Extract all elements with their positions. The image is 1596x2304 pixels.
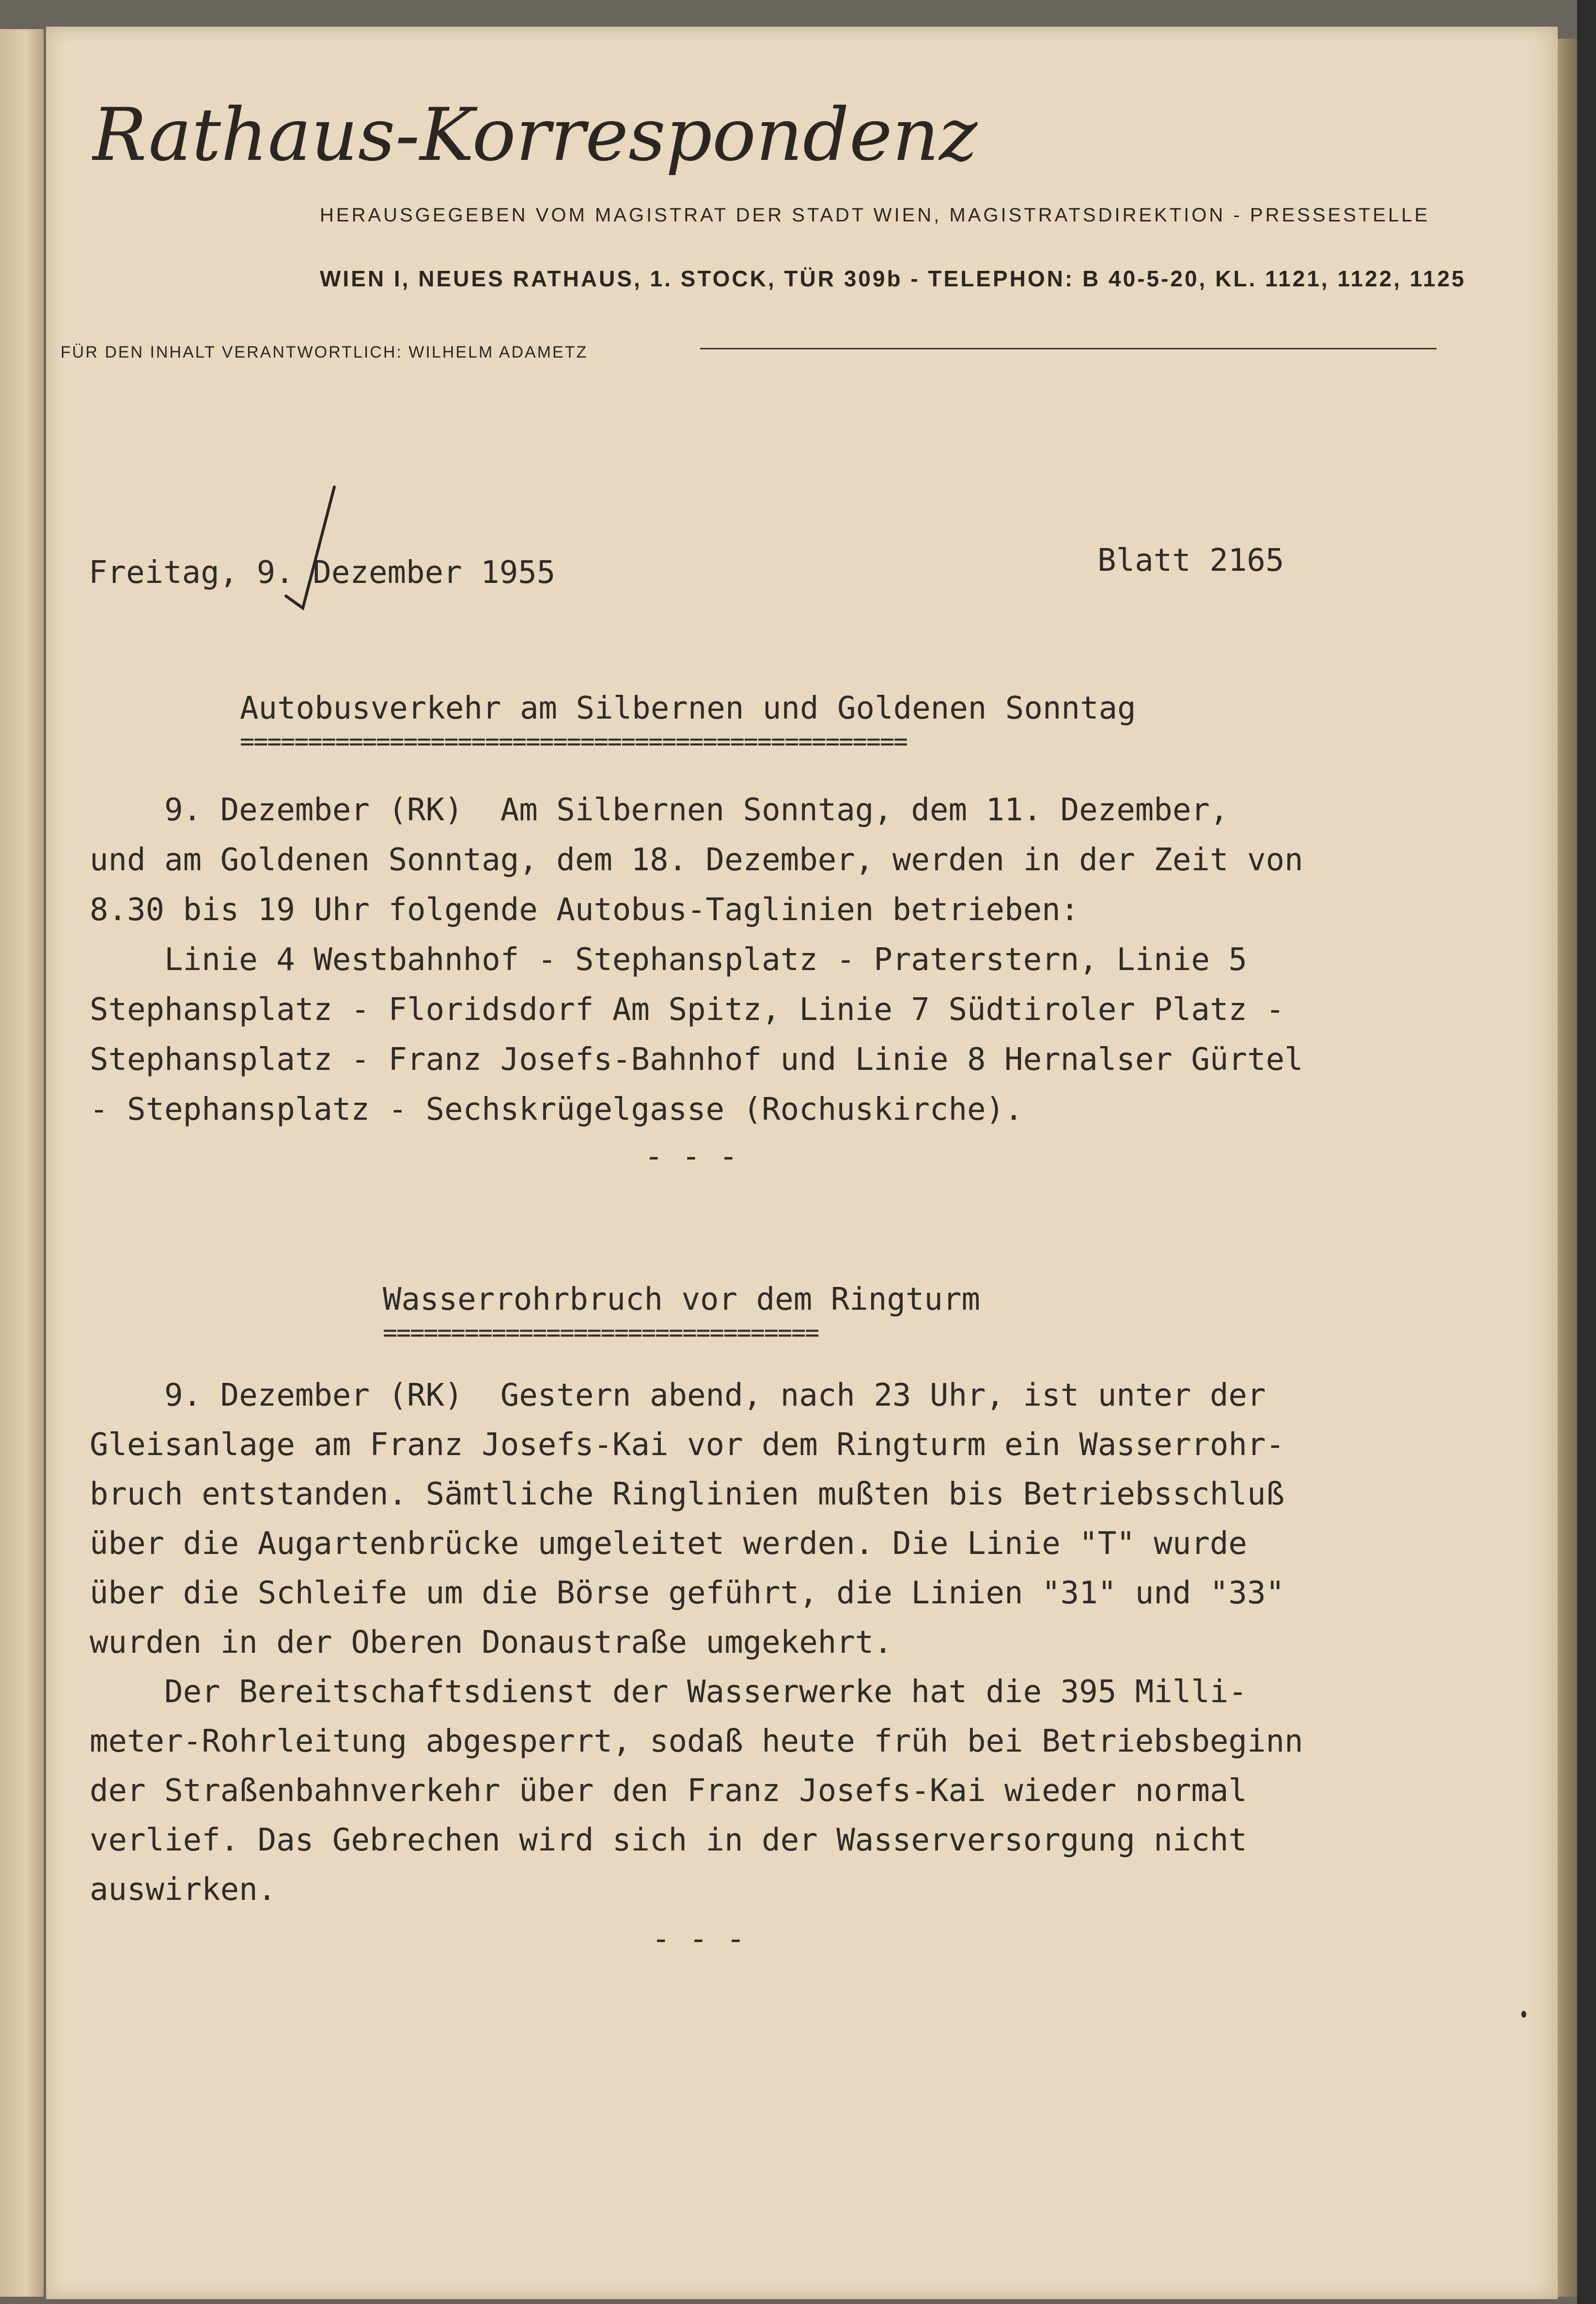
body-line: 9. Dezember (RK) Gestern abend, nach 23 Uhr, ist unter der — [90, 1378, 1266, 1413]
section-separator: - - - — [652, 1921, 745, 1957]
date-line: Freitag, 9. Dezember 1955 — [89, 555, 556, 591]
body-line: Stephansplatz - Franz Josefs-Bahnhof und Linie 8 Hernalser Gürtel — [90, 1042, 1303, 1078]
address-line: WIEN I, NEUES RATHAUS, 1. STOCK, TÜR 309b - TELEPHON: B 40-5-20, KL. 1121, 1122, 1125 — [320, 266, 1466, 291]
handwritten-check-mark — [276, 485, 339, 644]
responsible-editor-line: FÜR DEN INHALT VERANTWORTLICH: WILHELM ADAMETZ — [61, 343, 588, 361]
body-line: 9. Dezember (RK) Am Silbernen Sonntag, dem 11. Dezember, — [90, 792, 1229, 828]
ink-dot — [1521, 2011, 1526, 2018]
body-line: wurden in der Oberen Donaustraße umgekehrt. — [90, 1625, 892, 1661]
article-title: Autobusverkehr am Silbernen und Goldenen Sonntag — [240, 690, 1136, 726]
section-separator: - - - — [644, 1139, 738, 1175]
body-line: Gleisanlage am Franz Josefs-Kai vor dem Ringturm ein Wasserrohr- — [90, 1427, 1284, 1463]
body-line: über die Augartenbrücke umgeleitet werden. Die Linie "T" wurde — [90, 1526, 1247, 1562]
title-double-underline: ================================================= — [240, 729, 908, 753]
body-line: Linie 4 Westbahnhof - Stephansplatz - Praterstern, Linie 5 — [90, 942, 1247, 978]
right-page-edge — [1558, 39, 1577, 2297]
body-line: der Straßenbahnverkehr über den Franz Josefs-Kai wieder normal — [90, 1773, 1247, 1809]
body-line: auswirken. — [90, 1872, 277, 1908]
header-rule — [700, 348, 1437, 349]
body-line: Stephansplatz - Floridsdorf Am Spitz, Linie 7 Südtiroler Platz - — [90, 992, 1284, 1028]
body-line: Der Bereitschaftsdienst der Wasserwerke hat die 395 Milli- — [90, 1674, 1247, 1710]
body-line: meter-Rohrleitung abgesperrt, sodaß heute früh bei Betriebsbeginn — [90, 1724, 1303, 1759]
masthead-title: Rathaus-Korrespondenz — [92, 93, 978, 177]
left-page-edge — [0, 29, 44, 2297]
publisher-line: HERAUSGEGEBEN VOM MAGISTRAT DER STADT WIEN, MAGISTRATSDIREKTION - PRESSESTELLE — [320, 204, 1430, 226]
body-line: und am Goldenen Sonntag, dem 18. Dezember, werden in der Zeit von — [90, 842, 1303, 878]
body-line: bruch entstanden. Sämtliche Ringlinien mußten bis Betriebsschluß — [90, 1476, 1284, 1512]
body-line: 8.30 bis 19 Uhr folgende Autobus-Taglinien betrieben: — [90, 892, 1080, 928]
scan-border — [1577, 0, 1596, 2304]
sheet-number: Blatt 2165 — [1097, 543, 1284, 579]
article-title: Wasserrohrbruch vor dem Ringturm — [383, 1282, 980, 1317]
body-line: über die Schleife um die Börse geführt, die Linien "31" und "33" — [90, 1575, 1284, 1611]
body-line: verlief. Das Gebrechen wird sich in der Wasserversorgung nicht — [90, 1822, 1247, 1858]
masthead-logo — [92, 87, 1061, 199]
body-line: - Stephansplatz - Sechskrügelgasse (Rochuskirche). — [90, 1092, 1023, 1128]
document-page — [46, 27, 1558, 2299]
title-double-underline: ================================ — [383, 1320, 819, 1345]
